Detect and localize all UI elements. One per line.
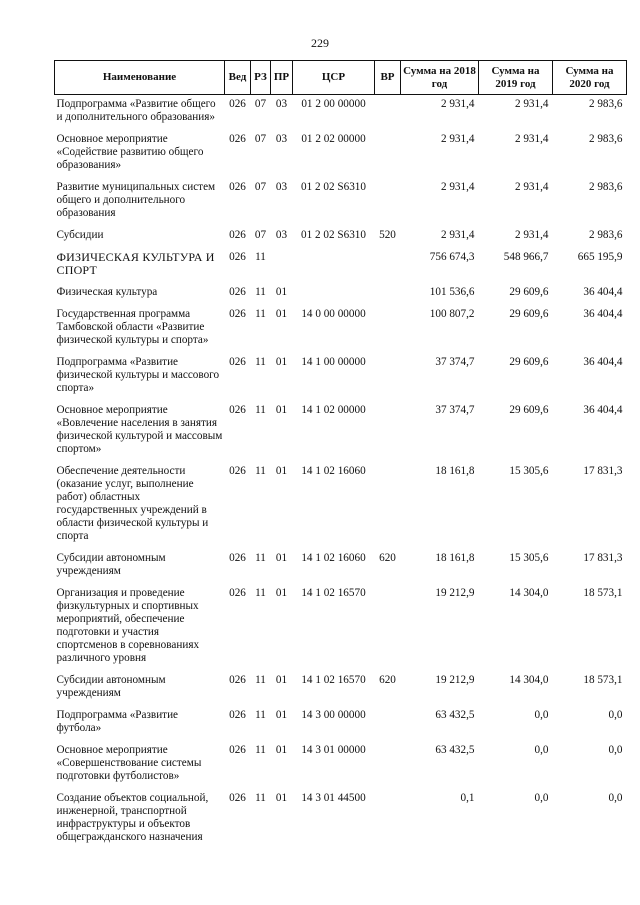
cell-rz: 11 <box>255 744 266 756</box>
cell-vr <box>375 401 401 462</box>
cell-pr: 01 <box>275 587 288 599</box>
cell-sum-2018: 2 931,4 <box>440 229 475 241</box>
cell-sum-2018: 0,1 <box>460 792 475 804</box>
cell-sum-2020: 0,0 <box>608 744 623 756</box>
cell-csr: 01 2 02 S6310 <box>301 229 366 241</box>
cell-rz: 11 <box>255 709 266 721</box>
cell-pr: 03 <box>275 133 288 145</box>
table-row <box>55 584 627 671</box>
cell-name: Физическая культура <box>56 286 158 298</box>
cell-rz: 11 <box>255 552 266 564</box>
cell-csr: 14 1 02 00000 <box>301 404 366 416</box>
cell-rz: 11 <box>255 674 266 686</box>
header-sum-2018: Сумма на 2018 год <box>401 61 479 95</box>
table-row <box>55 95 627 131</box>
cell-rz: 07 <box>254 229 267 241</box>
cell-sum-2020: 665 195,9 <box>577 251 623 263</box>
cell-vr: 620 <box>379 552 396 564</box>
cell-sum-2018: 18 161,8 <box>435 552 475 564</box>
header-csr: ЦСР <box>293 61 375 95</box>
cell-name: Развитие муниципальных систем общего и дополнительного образования <box>56 181 216 219</box>
table-row <box>55 226 627 248</box>
page-number: 229 <box>311 36 329 50</box>
cell-csr: 14 1 02 16060 <box>301 465 366 477</box>
cell-rz: 11 <box>255 792 266 804</box>
cell-sum-2020: 36 404,4 <box>583 404 623 416</box>
cell-ved: 026 <box>229 251 246 263</box>
cell-vr <box>375 130 401 178</box>
cell-name: Субсидии автономным учреждениям <box>56 674 166 699</box>
cell-pr: 01 <box>275 744 288 756</box>
cell-ved: 026 <box>229 744 246 756</box>
cell-sum-2020: 2 983,6 <box>588 133 623 145</box>
cell-sum-2018: 37 374,7 <box>435 404 475 416</box>
cell-pr: 01 <box>275 286 288 298</box>
cell-name: Создание объектов социальной, инженерной, транспортной инфраструктуры и объектов общегражданского назначения <box>56 792 209 843</box>
cell-name: ФИЗИЧЕСКАЯ КУЛЬТУРА И СПОРТ <box>56 250 215 277</box>
cell-sum-2019: 15 305,6 <box>509 465 549 477</box>
cell-sum-2018: 100 807,2 <box>429 308 475 320</box>
cell-sum-2020: 36 404,4 <box>583 308 623 320</box>
table-body <box>55 95 627 851</box>
cell-pr: 01 <box>275 465 288 477</box>
cell-ved: 026 <box>229 792 246 804</box>
budget-table <box>54 60 627 850</box>
cell-csr: 14 1 02 16060 <box>301 552 366 564</box>
cell-sum-2019: 2 931,4 <box>514 229 549 241</box>
cell-sum-2019: 0,0 <box>534 709 549 721</box>
cell-sum-2019: 15 305,6 <box>509 552 549 564</box>
cell-rz: 07 <box>254 98 267 110</box>
table-row <box>55 283 627 305</box>
cell-ved: 026 <box>229 587 246 599</box>
cell-name: Субсидии автономным учреждениям <box>56 552 166 577</box>
cell-pr: 03 <box>275 229 288 241</box>
cell-sum-2018: 18 161,8 <box>435 465 475 477</box>
cell-csr: 14 0 00 00000 <box>301 308 366 320</box>
cell-ved: 026 <box>229 674 246 686</box>
cell-csr <box>293 248 375 283</box>
cell-rz: 11 <box>255 465 266 477</box>
table-row <box>55 462 627 549</box>
cell-vr <box>375 462 401 549</box>
cell-pr: 03 <box>275 181 288 193</box>
cell-sum-2018: 19 212,9 <box>435 674 475 686</box>
cell-sum-2019: 29 609,6 <box>509 286 549 298</box>
cell-csr: 14 3 01 44500 <box>301 792 366 804</box>
table-header-row <box>55 61 627 95</box>
cell-name: Субсидии <box>56 229 104 241</box>
cell-csr: 14 3 01 00000 <box>301 744 366 756</box>
cell-pr: 01 <box>275 709 288 721</box>
cell-sum-2018: 63 432,5 <box>435 744 475 756</box>
cell-pr: 01 <box>275 308 288 320</box>
cell-rz: 11 <box>255 587 266 599</box>
cell-sum-2019: 29 609,6 <box>509 308 549 320</box>
table-row <box>55 248 627 283</box>
cell-sum-2019: 2 931,4 <box>514 181 549 193</box>
cell-csr: 14 3 00 00000 <box>301 709 366 721</box>
cell-sum-2019: 29 609,6 <box>509 356 549 368</box>
table-row <box>55 353 627 401</box>
cell-ved: 026 <box>229 229 246 241</box>
cell-name: Основное мероприятие «Содействие развитию общего образования» <box>56 133 204 171</box>
cell-vr <box>375 248 401 283</box>
table-row <box>55 706 627 741</box>
cell-ved: 026 <box>229 552 246 564</box>
cell-csr: 01 2 02 S6310 <box>301 181 366 193</box>
header-sum-2019: Сумма на 2019 год <box>479 61 553 95</box>
cell-sum-2018: 756 674,3 <box>429 251 475 263</box>
cell-csr: 14 1 00 00000 <box>301 356 366 368</box>
cell-sum-2020: 18 573,1 <box>583 587 623 599</box>
table-row <box>55 549 627 584</box>
cell-sum-2019: 2 931,4 <box>514 133 549 145</box>
cell-csr: 14 1 02 16570 <box>301 587 366 599</box>
table-row <box>55 671 627 706</box>
cell-csr: 01 2 02 00000 <box>301 133 366 145</box>
cell-sum-2019: 0,0 <box>534 792 549 804</box>
cell-name: Основное мероприятие «Совершенствование системы подготовки футболистов» <box>56 744 202 782</box>
cell-sum-2019: 548 966,7 <box>503 251 549 263</box>
cell-sum-2018: 2 931,4 <box>440 133 475 145</box>
cell-vr <box>375 95 401 131</box>
header-ved: Вед <box>225 61 251 95</box>
cell-vr <box>375 584 401 671</box>
cell-ved: 026 <box>229 404 246 416</box>
cell-rz: 07 <box>254 181 267 193</box>
cell-rz: 07 <box>254 133 267 145</box>
cell-pr: 03 <box>275 98 288 110</box>
cell-sum-2019: 14 304,0 <box>509 674 549 686</box>
cell-sum-2019: 2 931,4 <box>514 98 549 110</box>
cell-name: Обеспечение деятельности (оказание услуг, выполнение работ) областных государственных учреждений в области физической культуры и спорта <box>56 465 209 542</box>
cell-sum-2018: 19 212,9 <box>435 587 475 599</box>
cell-pr: 01 <box>275 792 288 804</box>
table-row <box>55 401 627 462</box>
cell-csr <box>293 283 375 305</box>
cell-sum-2020: 2 983,6 <box>588 98 623 110</box>
cell-rz: 11 <box>255 308 266 320</box>
cell-sum-2020: 0,0 <box>608 709 623 721</box>
cell-sum-2020: 2 983,6 <box>588 181 623 193</box>
cell-name: Организация и проведение физкультурных и спортивных мероприятий, обеспечение подготовки и участия спортсменов в соревнованиях различного уровня <box>56 587 200 664</box>
header-sum-2020: Сумма на 2020 год <box>553 61 627 95</box>
cell-vr <box>375 741 401 789</box>
table-row <box>55 305 627 353</box>
cell-sum-2018: 2 931,4 <box>440 181 475 193</box>
cell-vr <box>375 789 401 850</box>
header-rz: РЗ <box>251 61 271 95</box>
cell-pr: 01 <box>275 356 288 368</box>
cell-sum-2018: 63 432,5 <box>435 709 475 721</box>
cell-sum-2019: 0,0 <box>534 744 549 756</box>
cell-vr <box>375 353 401 401</box>
cell-ved: 026 <box>229 181 246 193</box>
cell-name: Подпрограмма «Развитие общего и дополнительного образования» <box>56 98 216 123</box>
cell-ved: 026 <box>229 465 246 477</box>
cell-vr: 620 <box>379 674 396 686</box>
cell-rz: 11 <box>255 251 266 263</box>
cell-sum-2018: 101 536,6 <box>429 286 475 298</box>
cell-ved: 026 <box>229 98 246 110</box>
table-row <box>55 130 627 178</box>
cell-csr: 01 2 00 00000 <box>301 98 366 110</box>
cell-sum-2020: 17 831,3 <box>583 465 623 477</box>
cell-pr: 01 <box>275 552 288 564</box>
header-name: Наименование <box>55 61 225 95</box>
cell-csr: 14 1 02 16570 <box>301 674 366 686</box>
cell-rz: 11 <box>255 356 266 368</box>
cell-ved: 026 <box>229 286 246 298</box>
cell-rz: 11 <box>255 286 266 298</box>
cell-name: Основное мероприятие «Вовлечение населения в занятия физической культурой и массовым спортом» <box>56 404 223 455</box>
cell-sum-2020: 2 983,6 <box>588 229 623 241</box>
cell-ved: 026 <box>229 709 246 721</box>
cell-ved: 026 <box>229 308 246 320</box>
cell-name: Подпрограмма «Развитие футбола» <box>56 709 179 734</box>
header-pr: ПР <box>271 61 293 95</box>
cell-vr <box>375 305 401 353</box>
cell-pr: 01 <box>275 404 288 416</box>
cell-sum-2018: 37 374,7 <box>435 356 475 368</box>
cell-sum-2020: 36 404,4 <box>583 286 623 298</box>
cell-sum-2020: 18 573,1 <box>583 674 623 686</box>
cell-rz: 11 <box>255 404 266 416</box>
cell-pr: 01 <box>275 674 288 686</box>
cell-sum-2019: 29 609,6 <box>509 404 549 416</box>
cell-vr: 520 <box>379 229 396 241</box>
table-row <box>55 741 627 789</box>
cell-ved: 026 <box>229 356 246 368</box>
cell-sum-2020: 17 831,3 <box>583 552 623 564</box>
cell-ved: 026 <box>229 133 246 145</box>
cell-vr <box>375 178 401 226</box>
cell-sum-2019: 14 304,0 <box>509 587 549 599</box>
cell-vr <box>375 283 401 305</box>
cell-sum-2020: 36 404,4 <box>583 356 623 368</box>
cell-sum-2018: 2 931,4 <box>440 98 475 110</box>
cell-pr <box>271 248 293 283</box>
header-vr: ВР <box>375 61 401 95</box>
cell-sum-2020: 0,0 <box>608 792 623 804</box>
cell-vr <box>375 706 401 741</box>
cell-name: Подпрограмма «Развитие физической культуры и массового спорта» <box>56 356 220 394</box>
table-row <box>55 789 627 850</box>
table-row <box>55 178 627 226</box>
cell-name: Государственная программа Тамбовской области «Развитие физической культуры и спорта» <box>56 308 209 346</box>
